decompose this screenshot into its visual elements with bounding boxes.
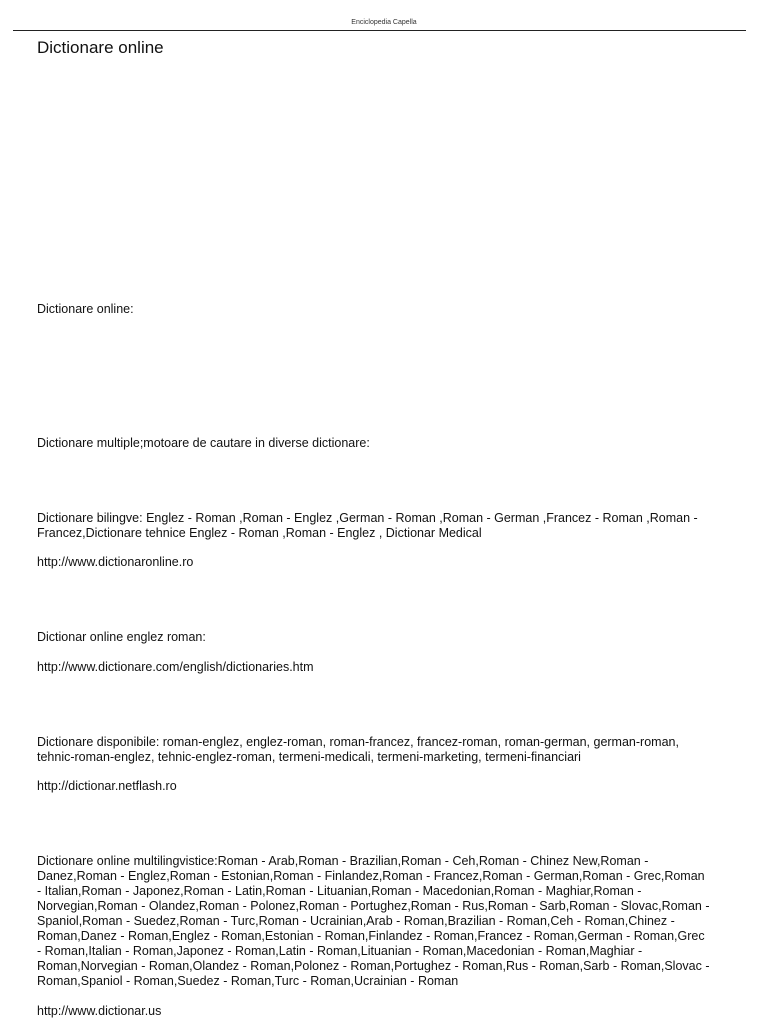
entry-4-line: Roman,Norvegian - Roman,Olandez - Roman,Polonez - Roman,Portughez - Roman,Rus - Roman,Sarb - Roman,Slovac - — [37, 959, 710, 973]
entry-4-line: - Italian,Roman - Japonez,Roman - Latin,Roman - Lituanian,Roman - Macedonian,Roman - Maghiar,Roman - — [37, 884, 642, 898]
entry-4-line: Dictionare online multilingvistice:Roman - Arab,Roman - Brazilian,Roman - Ceh,Roman - Chinez New,Roman - — [37, 854, 649, 868]
page-title: Dictionare online — [37, 38, 164, 57]
entry-1-url[interactable]: http://www.dictionaronline.ro — [37, 555, 194, 569]
entry-4-line: Norvegian,Roman - Olandez,Roman - Polonez,Roman - Portughez,Roman - Rus,Roman - Sarb,Roman - Slovac,Roman - — [37, 899, 710, 913]
entry-3-description — [37, 735, 737, 765]
entry-4-line: - Roman,Italian - Roman,Japonez - Roman,Latin - Roman,Lituanian - Roman,Macedonian - Roman,Maghiar - — [37, 944, 643, 958]
entry-1-line: Dictionare bilingve: Englez - Roman ,Roman - Englez ,German - Roman ,Roman - German ,Francez - Roman ,Roman - — [37, 511, 698, 525]
entry-2-line: Dictionar online englez roman: — [37, 630, 206, 644]
multiple-dictionaries-heading: Dictionare multiple;motoare de cautare in diverse dictionare: — [37, 436, 370, 450]
entry-4-url[interactable]: http://www.dictionar.us — [37, 1004, 162, 1018]
header-divider — [13, 30, 746, 31]
entry-4-line: Spaniol,Roman - Suedez,Roman - Turc,Roman - Ucrainian,Arab - Roman,Brazilian - Roman,Ceh - Roman,Chinez - — [37, 914, 675, 928]
entry-4-line: Danez,Roman - Englez,Roman - Estonian,Roman - Finlandez,Roman - Francez,Roman - German,Roman - Grec,Roman — [37, 869, 705, 883]
entry-4-line: Roman,Danez - Roman,Englez - Roman,Estonian - Roman,Finlandez - Roman,Francez - Roman,German - Roman,Grec — [37, 929, 705, 943]
entry-3-url[interactable]: http://dictionar.netflash.ro — [37, 779, 177, 793]
entry-3-line: Dictionare disponibile: roman-englez, englez-roman, roman-francez, francez-roman, roman-german, german-roman, — [37, 735, 679, 749]
entry-2-url[interactable]: http://www.dictionare.com/english/dictionaries.htm — [37, 660, 314, 674]
entry-2-description — [37, 630, 737, 645]
running-header: Enciclopedia Capella — [351, 19, 417, 26]
entry-4-line: Roman,Spaniol - Roman,Suedez - Roman,Turc - Roman,Ucrainian - Roman — [37, 974, 459, 988]
intro-text: Dictionare online: — [37, 302, 134, 316]
entry-1-line: Francez,Dictionare tehnice Englez - Roman ,Roman - Englez , Dictionar Medical — [37, 526, 482, 540]
entry-3-line: tehnic-roman-englez, tehnic-englez-roman, termeni-medicali, termeni-marketing, termeni-financiari — [37, 750, 581, 764]
entry-1-description — [37, 511, 737, 541]
entry-4-description — [37, 854, 737, 989]
